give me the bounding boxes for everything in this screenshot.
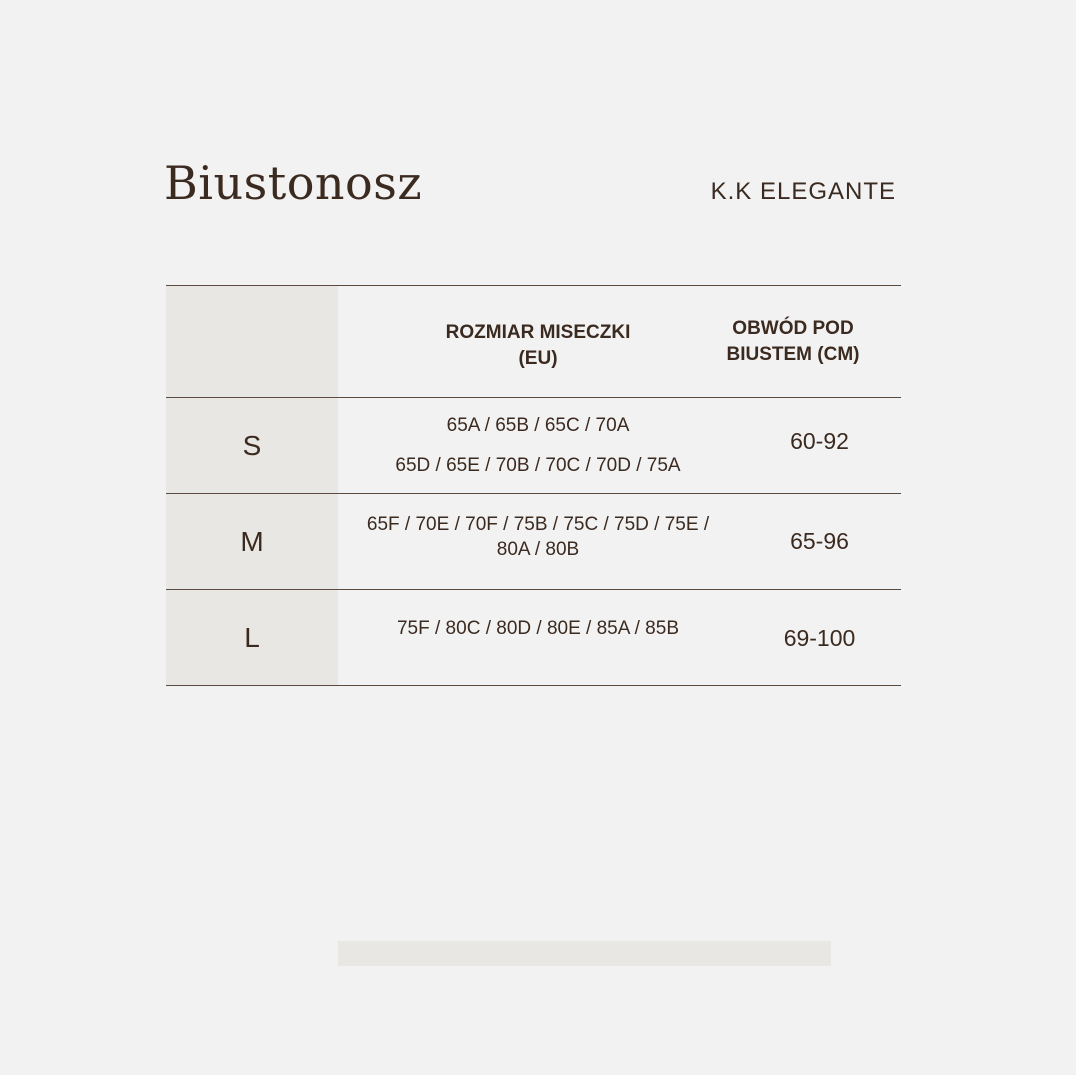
- size-label: L: [166, 590, 338, 685]
- band-range-value: 65-96: [790, 528, 849, 554]
- band-range-value: 69-100: [783, 625, 856, 651]
- cup-size-header-line2: (EU): [518, 347, 558, 369]
- cup-sizes-line1: 65F / 70E / 70F / 75B / 75C / 75D / 75E /: [366, 513, 710, 535]
- cup-sizes: [338, 590, 738, 685]
- table-row: [166, 397, 901, 493]
- table-row: [166, 589, 901, 686]
- size-label: S: [166, 398, 338, 493]
- size-table: [166, 285, 901, 686]
- band-size-header-line1: OBWÓD POD: [732, 317, 854, 339]
- band-size-header: [726, 286, 901, 397]
- cup-sizes: [338, 494, 738, 589]
- table-row: [166, 493, 901, 589]
- cup-sizes-line2: 65D / 65E / 70B / 70C / 70D / 75A: [395, 455, 681, 476]
- brand-name: K.K ELEGANTE: [710, 178, 896, 205]
- band-size-header-line2: BIUSTEM (CM): [726, 343, 860, 365]
- band-range: [738, 590, 901, 685]
- size-header-cell: [166, 286, 338, 397]
- band-range: [738, 494, 901, 589]
- footer-bar: [338, 941, 831, 966]
- size-label: M: [166, 494, 338, 589]
- page-title: Biustonosz: [164, 156, 423, 210]
- band-range: [738, 398, 901, 493]
- cup-sizes-line1: 75F / 80C / 80D / 80E / 85A / 85B: [396, 618, 679, 639]
- cup-sizes-line2: 80A / 80B: [496, 538, 580, 560]
- band-range-value: 60-92: [790, 428, 849, 454]
- cup-size-header-line1: ROZMIAR MISECZKI: [445, 321, 631, 343]
- cup-sizes: [338, 398, 738, 493]
- table-header-row: [166, 285, 901, 397]
- cup-size-header: [338, 286, 738, 397]
- cup-sizes-line1: 65A / 65B / 65C / 70A: [446, 415, 630, 436]
